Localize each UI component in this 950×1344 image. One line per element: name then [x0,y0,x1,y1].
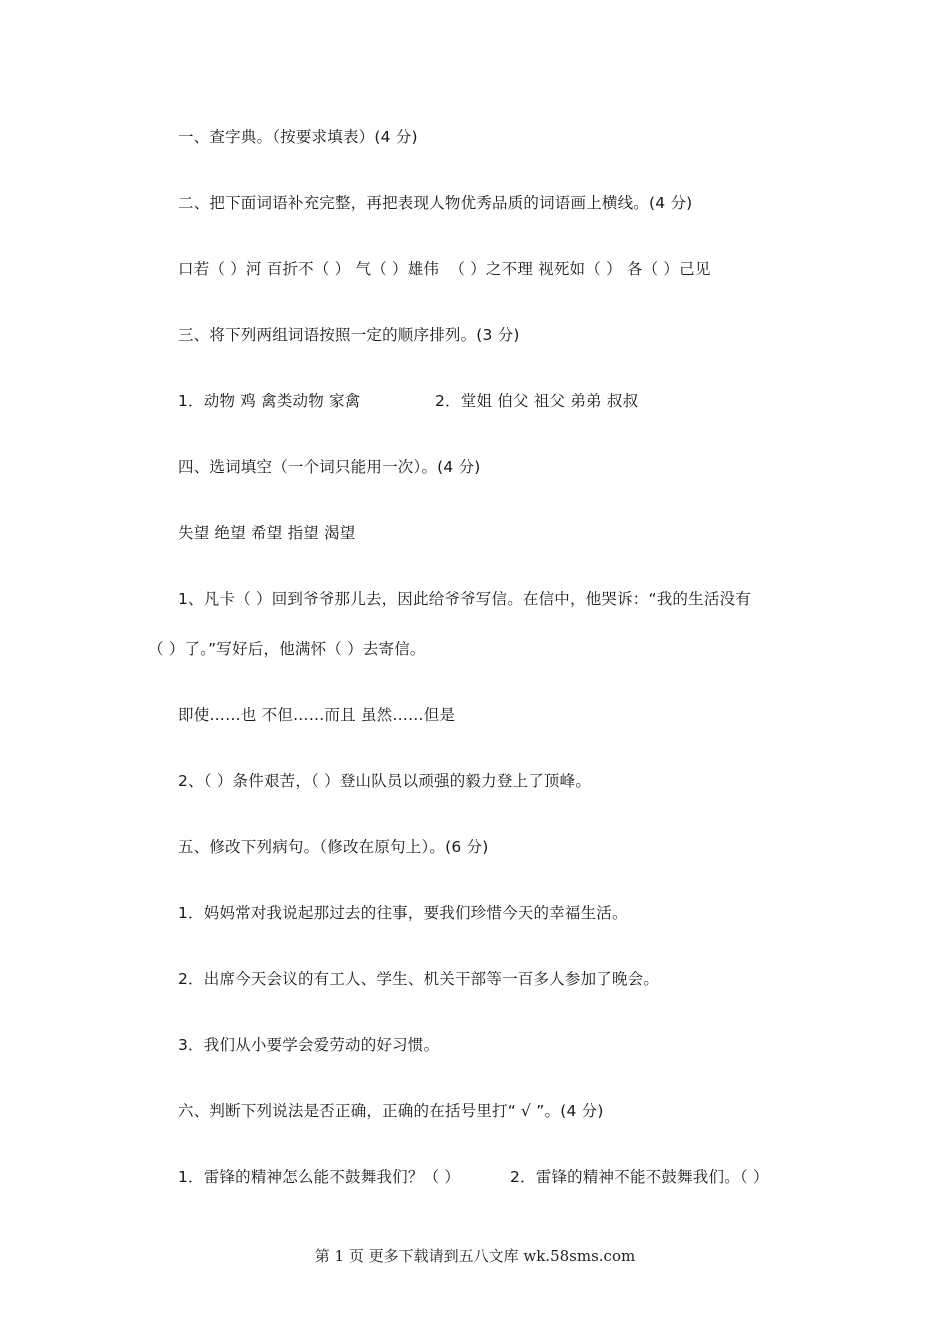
question-5-sentence-1: 1．妈妈常对我说起那过去的往事，要我们珍惜今天的幸福生活。 [178,904,628,922]
question-4-sentence-1-line-1: 1、凡卡（ ）回到爷爷那儿去，因此给爷爷写信。在信中，他哭诉：“我的生活没有 [178,590,751,608]
question-4: 四、选词填空（一个词只能用一次）。(4 分) [178,458,481,476]
question-6-statement-2: 2．雷锋的精神不能不鼓舞我们。（ ） [510,1168,769,1186]
question-3: 三、将下列两组词语按照一定的顺序排列。(3 分) [178,326,520,344]
question-3-item-1: 1．动物 鸡 禽类动物 家禽 [178,392,361,410]
question-4-sentence-1-line-2: （ ）了。”写好后，他满怀（ ）去寄信。 [148,640,426,658]
question-5-sentence-2: 2．出席今天会议的有工人、学生、机关干部等一百多人参加了晚会。 [178,970,660,988]
question-2: 二、把下面词语补充完整，再把表现人物优秀品质的词语画上横线。(4 分) [178,194,693,212]
question-5-sentence-3: 3．我们从小要学会爱劳动的好习惯。 [178,1036,440,1054]
question-5: 五、修改下列病句。（修改在原句上）。(6 分) [178,838,489,856]
question-4-word-bank-1: 失望 绝望 希望 指望 渴望 [178,524,356,542]
question-1: 一、查字典。（按要求填表）(4 分) [178,128,418,146]
question-3-item-2: 2．堂姐 伯父 祖父 弟弟 叔叔 [435,392,639,410]
question-4-word-bank-2: 即使……也 不但……而且 虽然……但是 [178,706,456,724]
question-4-sentence-2: 2、（ ）条件艰苦，（ ）登山队员以顽强的毅力登上了顶峰。 [178,772,592,790]
question-2-words: 口若（ ）河 百折不（ ） 气（ ）雄伟 （ ）之不理 视死如（ ） 各（ ）己见 [178,260,711,278]
question-6-statement-1: 1．雷锋的精神怎么能不鼓舞我们？（ ） [178,1168,461,1186]
question-6: 六、判断下列说法是否正确，正确的在括号里打“ √ ”。(4 分) [178,1102,604,1120]
page-footer: 第 1 页 更多下载请到五八文库 wk.58sms.com [314,1247,636,1265]
